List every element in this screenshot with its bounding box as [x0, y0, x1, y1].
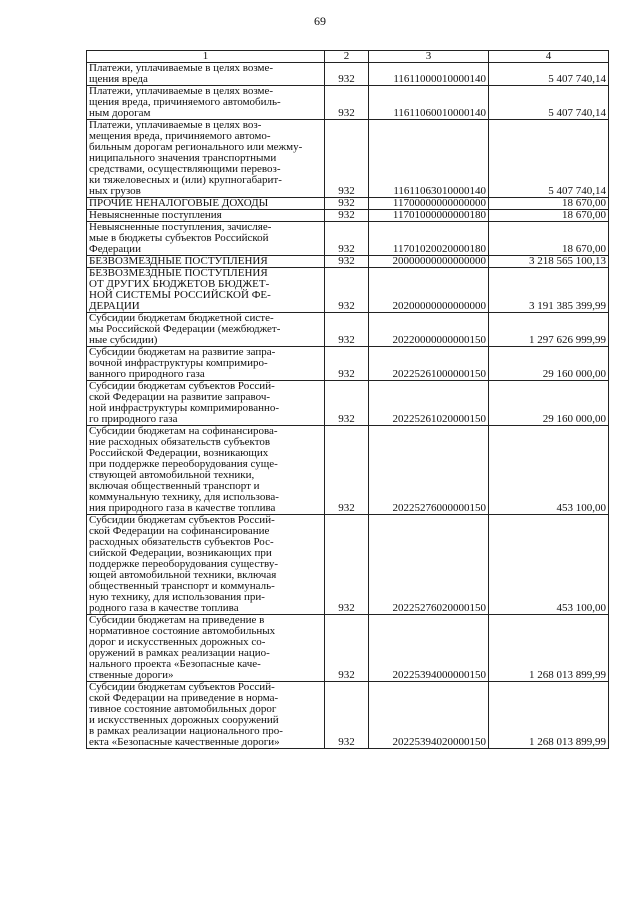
row-budget-code: 11611060010000140 — [369, 86, 489, 120]
row-admin-code: 932 — [325, 615, 369, 682]
row-budget-code: 11611063010000140 — [369, 120, 489, 198]
row-admin-code: 932 — [325, 515, 369, 615]
row-budget-code: 11700000000000000 — [369, 198, 489, 210]
row-amount: 3 218 565 100,13 — [489, 256, 609, 268]
row-amount: 18 670,00 — [489, 222, 609, 256]
row-budget-code: 20220000000000150 — [369, 313, 489, 347]
row-budget-code: 11611000010000140 — [369, 63, 489, 86]
row-amount: 18 670,00 — [489, 198, 609, 210]
row-amount: 29 160 000,00 — [489, 381, 609, 426]
row-amount: 453 100,00 — [489, 426, 609, 515]
row-admin-code: 932 — [325, 63, 369, 86]
row-description-text: Невыясненные поступления, зачисляе- мые в бюджеты субъектов Российской Федерации — [89, 221, 272, 255]
row-description — [87, 313, 325, 347]
row-admin-code: 932 — [325, 268, 369, 313]
row-description-text: Субсидии бюджетам на приведение в нормативное состояние автомобильных дорог и искусственных дорожных со- оружений в рамках реализации нацио- нального проекта «Безопасные каче- ственные дороги» — [89, 614, 276, 681]
row-admin-code: 932 — [325, 210, 369, 222]
row-amount: 1 268 013 899,99 — [489, 615, 609, 682]
table-row — [87, 313, 609, 347]
row-admin-code: 932 — [325, 256, 369, 268]
row-amount: 5 407 740,14 — [489, 120, 609, 198]
header-col-1: 1 — [87, 51, 325, 63]
row-admin-code: 932 — [325, 381, 369, 426]
row-description-text: Платежи, уплачиваемые в целях возме- щения вреда — [89, 62, 274, 85]
table-row — [87, 426, 609, 515]
row-description — [87, 615, 325, 682]
row-description-text: Невыясненные поступления — [89, 209, 222, 221]
row-description-text: БЕЗВОЗМЕЗДНЫЕ ПОСТУПЛЕНИЯ — [89, 255, 268, 267]
row-budget-code: 20225394020000150 — [369, 682, 489, 749]
row-description-text: Субсидии бюджетам субъектов Россий- ской Федерации на развитие заправоч- ной инфраструктуры компримированно- го природного газа — [89, 380, 280, 425]
row-amount: 3 191 385 399,99 — [489, 268, 609, 313]
table-row — [87, 222, 609, 256]
row-description-text: Платежи, уплачиваемые в целях возме- щения вреда, причиняемого автомобиль- ным дорогам — [89, 85, 281, 119]
table-row — [87, 63, 609, 86]
table-row — [87, 86, 609, 120]
row-description — [87, 63, 325, 86]
table-row — [87, 381, 609, 426]
table-row — [87, 120, 609, 198]
row-amount: 453 100,00 — [489, 515, 609, 615]
row-description-text: Субсидии бюджетам субъектов Россий- ской Федерации на софинансирование расходных обязательств субъектов Рос- сийской Федерации, возникающих при поддержке переоборудования существу- ющей автомобильной техники, включая общественный транспорт и коммуналь- ную технику, для использования при- родного газа в качестве топлива — [89, 514, 279, 614]
row-admin-code: 932 — [325, 313, 369, 347]
row-budget-code: 20225394000000150 — [369, 615, 489, 682]
row-budget-code: 11701020020000180 — [369, 222, 489, 256]
header-col-4: 4 — [489, 51, 609, 63]
row-description — [87, 347, 325, 381]
header-col-2: 2 — [325, 51, 369, 63]
row-budget-code: 11701000000000180 — [369, 210, 489, 222]
table-row — [87, 515, 609, 615]
row-admin-code: 932 — [325, 682, 369, 749]
row-description-text: БЕЗВОЗМЕЗДНЫЕ ПОСТУПЛЕНИЯ ОТ ДРУГИХ БЮДЖЕТОВ БЮДЖЕТ- НОЙ СИСТЕМЫ РОССИЙСКОЙ ФЕ- ДЕРАЦИИ — [89, 267, 271, 312]
row-budget-code: 20200000000000000 — [369, 268, 489, 313]
table-row — [87, 210, 609, 222]
row-budget-code: 20225261000000150 — [369, 347, 489, 381]
row-admin-code: 932 — [325, 222, 369, 256]
row-amount: 5 407 740,14 — [489, 86, 609, 120]
row-admin-code: 932 — [325, 86, 369, 120]
row-amount: 1 268 013 899,99 — [489, 682, 609, 749]
row-description — [87, 426, 325, 515]
table-row — [87, 268, 609, 313]
row-description-text: Субсидии бюджетам на развитие запра- вочной инфраструктуры компримиро- ванного природного газа — [89, 346, 276, 380]
row-admin-code: 932 — [325, 426, 369, 515]
table-row — [87, 682, 609, 749]
budget-table — [86, 50, 609, 749]
row-amount: 18 670,00 — [489, 210, 609, 222]
row-amount: 1 297 626 999,99 — [489, 313, 609, 347]
table-row — [87, 256, 609, 268]
row-description — [87, 256, 325, 268]
row-admin-code: 932 — [325, 198, 369, 210]
row-description-text: Субсидии бюджетам субъектов Россий- ской Федерации на приведение в норма- тивное состояние автомобильных дорог и искусственных дорожных сооружений в рамках реализации национального про- екта «Безопасные качественные дороги» — [89, 681, 283, 748]
row-budget-code: 20000000000000000 — [369, 256, 489, 268]
row-description — [87, 120, 325, 198]
row-amount: 29 160 000,00 — [489, 347, 609, 381]
page-number: 69 — [314, 14, 326, 28]
row-description-text: Платежи, уплачиваемые в целях воз- мещения вреда, причиняемого автомо- бильным дорогам регионального или межму- ниципального значения транспортными средствами, осуществляющими перевоз- ки тяжеловесных и (или) крупногабарит- ных грузов — [89, 119, 303, 197]
row-description — [87, 210, 325, 222]
row-description — [87, 222, 325, 256]
table-row — [87, 615, 609, 682]
table-header-row — [87, 51, 609, 63]
row-description — [87, 86, 325, 120]
row-description-text: ПРОЧИЕ НЕНАЛОГОВЫЕ ДОХОДЫ — [89, 197, 269, 209]
row-admin-code: 932 — [325, 347, 369, 381]
row-budget-code: 20225276020000150 — [369, 515, 489, 615]
table-row — [87, 198, 609, 210]
row-admin-code: 932 — [325, 120, 369, 198]
row-amount: 5 407 740,14 — [489, 63, 609, 86]
header-col-3: 3 — [369, 51, 489, 63]
row-description — [87, 682, 325, 749]
row-description — [87, 198, 325, 210]
row-description — [87, 381, 325, 426]
row-description-text: Субсидии бюджетам на софинансирова- ние расходных обязательств субъектов Российской Федерации, возникающих при поддержке переоборудования суще- ствующей автомобильной техники, включая общественный транспорт и коммунальную технику, для использова- ния природного газа в качестве топлива — [89, 425, 279, 514]
row-budget-code: 20225261020000150 — [369, 381, 489, 426]
row-description — [87, 515, 325, 615]
row-description-text: Субсидии бюджетам бюджетной систе- мы Российской Федерации (межбюджет- ные субсидии) — [89, 312, 281, 346]
table-row — [87, 347, 609, 381]
row-description — [87, 268, 325, 313]
row-budget-code: 20225276000000150 — [369, 426, 489, 515]
budget-table-body — [87, 51, 609, 749]
